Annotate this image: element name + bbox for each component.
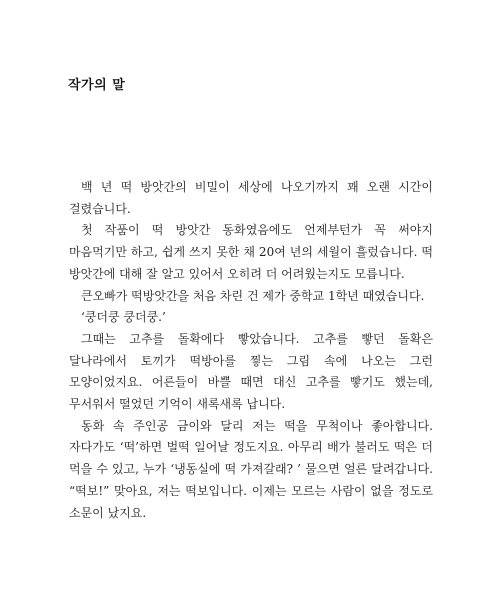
paragraph: 큰오빠가 떡방앗간을 처음 차린 건 제가 중학교 1학년 때였습니다. xyxy=(81,288,425,303)
paragraph: 그때는 고추를 돌확에다 빻았습니다. 고추를 빻던 돌확은 달나라에서 토끼가 떡방아를 찧는 그림 속에 나오는 그런 모양이었지요. 어른들이 바쁠 때면 대신 고추를 빻기도 했는데, 무서워서 떨었던 기억이 새록새록 납니다. xyxy=(69,331,433,412)
paragraph: 백 년 떡 방앗간의 비밀이 세상에 나오기까지 꽤 오랜 시간이 걸렸습니다. xyxy=(69,180,433,216)
paragraph: ‘쿵더쿵 쿵더쿵.’ xyxy=(81,310,166,325)
paragraph: 첫 작품이 떡 방앗간 동화였음에도 언제부턴가 꼭 써야지 마음먹기만 하고, 쉽게 쓰지 못한 채 20여 년의 세월이 흘렀습니다. 떡 방앗간에 대해 잘 알고 있어서 오히려 더 어려웠는지도 모릅니다. xyxy=(69,223,433,281)
page-title: 작가의 말 xyxy=(68,78,126,93)
body-text xyxy=(69,177,433,524)
paragraph: 동화 속 주인공 금이와 달리 저는 떡을 무척이나 좋아합니다. 자다가도 ‘떡’하면 벌떡 일어날 정도지요. 아무리 배가 불러도 떡은 더 먹을 수 있고, 누가 ‘냉동실에 떡 가져갈래? ’ 물으면 얼른 달려갑니다. “떡보!” 맞아요, 저는 떡보입니다. 이제는 모르는 사람이 없을 정도로 소문이 났지요. xyxy=(69,418,433,520)
